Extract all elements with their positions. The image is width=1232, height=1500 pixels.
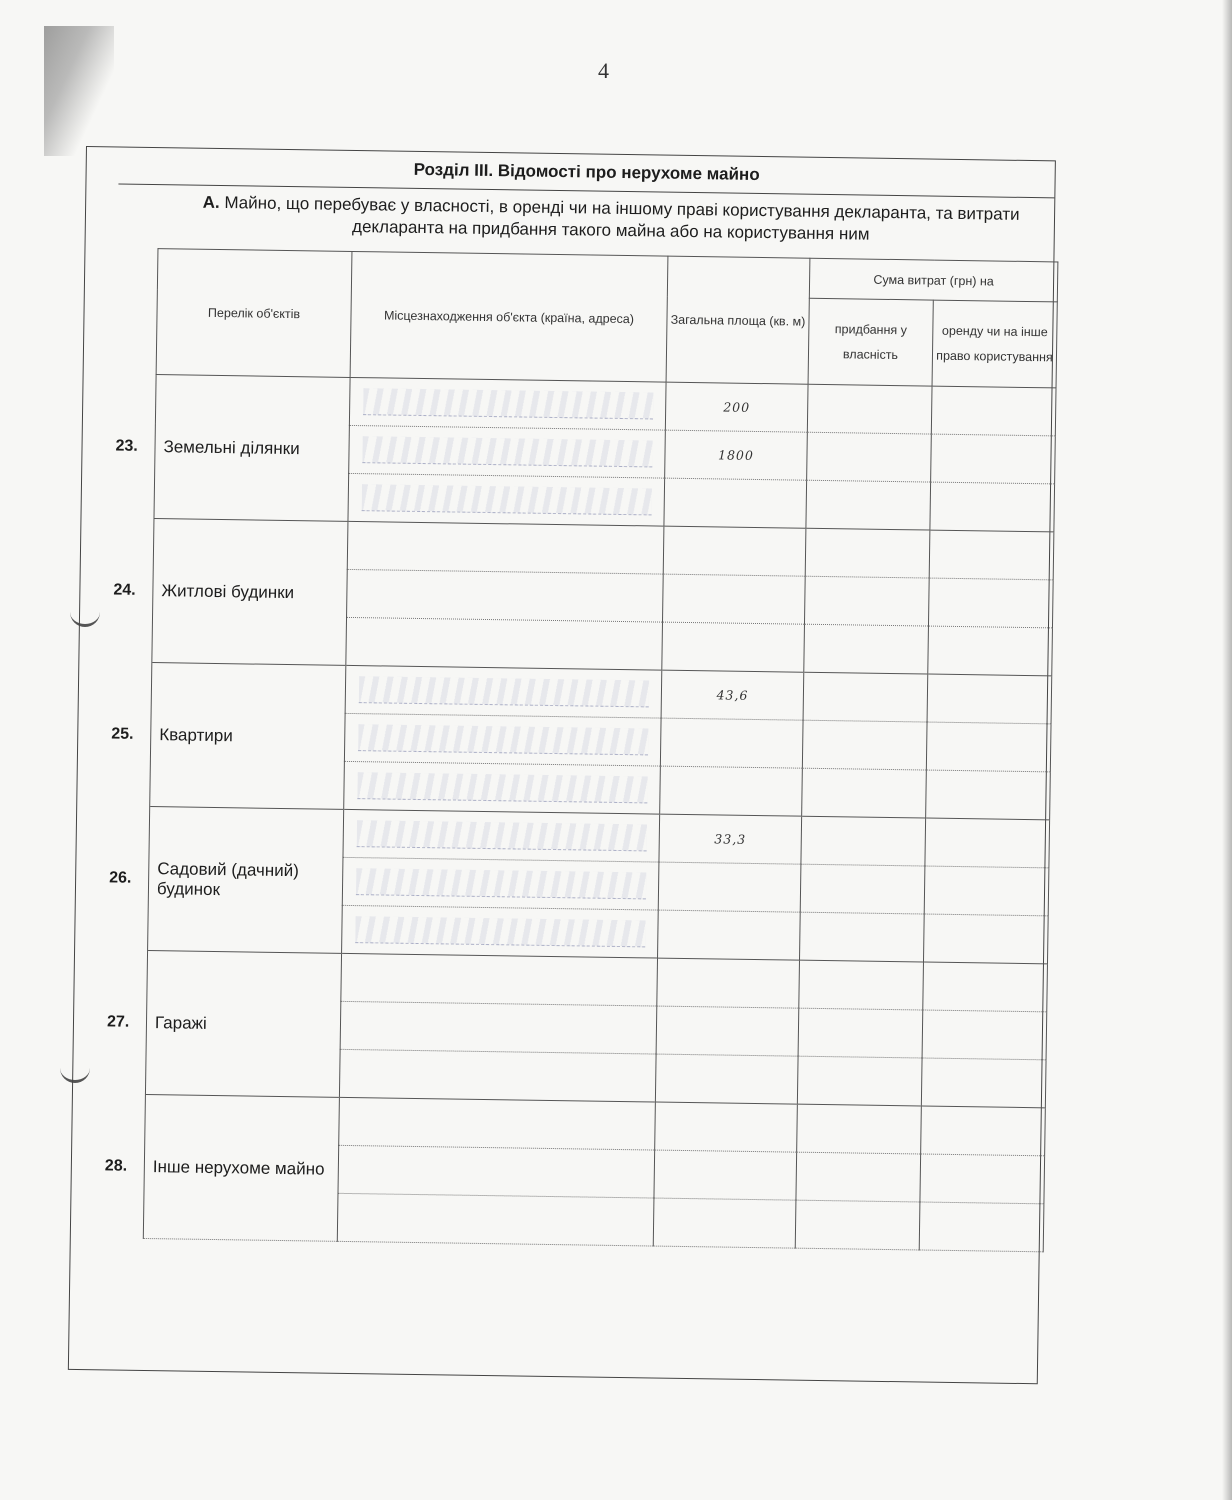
object-type-label: Житлові будинки: [161, 580, 295, 602]
area-cell: [663, 574, 806, 624]
subtitle-letter: А.: [202, 192, 220, 212]
area-cell: [656, 1006, 799, 1056]
redacted-handwriting: [355, 868, 645, 899]
location-cell: [340, 1001, 657, 1054]
header-purchase: придбання у власність: [808, 298, 933, 386]
purchase-cell: [807, 432, 932, 482]
location-cell: [337, 1193, 654, 1246]
area-cell: [655, 1054, 798, 1104]
object-type-cell: [104, 1094, 339, 1241]
area-cell: 200: [665, 382, 808, 432]
object-type-cell: [106, 951, 341, 1098]
row-number: 28.: [104, 1156, 128, 1175]
purchase-cell: [802, 720, 927, 770]
area-cell: [660, 718, 803, 768]
object-type-label: Гаражі: [154, 1012, 207, 1033]
section-subtitle: [178, 185, 1045, 254]
object-type-label: Земельні ділянки: [163, 436, 300, 458]
location-cell: [344, 761, 661, 814]
row-number: 26.: [109, 868, 132, 887]
location-cell: [338, 1145, 655, 1198]
purchase-cell: [797, 1056, 922, 1106]
rent-cell: [931, 386, 1056, 436]
purchase-cell: [802, 768, 927, 818]
rent-cell: [924, 866, 1049, 916]
purchase-cell: [801, 816, 926, 866]
area-cell: [658, 862, 801, 912]
purchase-cell: [803, 672, 928, 722]
property-table: [104, 248, 1059, 1252]
rent-cell: [926, 770, 1051, 820]
subtitle-text: Майно, що перебуває у власності, в оренді чи на іншому праві користування декларанта, та витрати декларанта на придбання такого майна або на користування ним: [224, 193, 1020, 244]
location-cell: [341, 953, 658, 1006]
rent-cell: [919, 1202, 1044, 1252]
rent-cell: [923, 914, 1048, 964]
area-cell: [658, 910, 801, 960]
header-expenses: Сума витрат (грн) на: [809, 258, 1058, 302]
area-cell: [653, 1198, 796, 1248]
area-cell: 1800: [665, 430, 808, 480]
redacted-handwriting: [358, 724, 648, 755]
purchase-cell: [797, 1104, 922, 1154]
location-cell: [346, 617, 663, 670]
rent-cell: [921, 1106, 1046, 1156]
location-cell: [343, 809, 660, 862]
rent-cell: [928, 626, 1053, 676]
row-number: 27.: [106, 1012, 130, 1031]
rent-cell: [921, 1058, 1046, 1108]
purchase-cell: [796, 1152, 921, 1202]
object-type-cell: [113, 519, 348, 666]
object-type-label: Інше нерухоме майно: [152, 1156, 325, 1179]
area-cell: [663, 526, 806, 576]
purchase-cell: [800, 912, 925, 962]
location-cell: [349, 377, 666, 430]
purchase-cell: [807, 384, 932, 434]
rent-cell: [923, 962, 1048, 1012]
purchase-cell: [806, 480, 931, 530]
area-cell: [654, 1150, 797, 1200]
scan-edge: [1222, 0, 1232, 1500]
area-cell: [662, 622, 805, 672]
rent-cell: [928, 578, 1053, 628]
area-cell: [657, 958, 800, 1008]
purchase-cell: [804, 624, 929, 674]
object-type-cell: [115, 375, 350, 522]
rent-cell: [922, 1010, 1047, 1060]
object-type-cell: [111, 663, 346, 810]
purchase-cell: [798, 1008, 923, 1058]
area-cell: 43,6: [661, 670, 804, 720]
location-cell: [348, 473, 665, 526]
rent-cell: [929, 530, 1054, 580]
page-number: 4: [598, 58, 609, 83]
location-cell: [349, 425, 666, 478]
purchase-cell: [799, 960, 924, 1010]
location-cell: [347, 569, 664, 622]
location-cell: [345, 665, 662, 718]
location-cell: [342, 857, 659, 910]
area-cell: [664, 478, 807, 528]
redacted-handwriting: [361, 484, 651, 515]
header-objects: Перелік об'єктів: [156, 249, 352, 378]
row-number: 25.: [111, 724, 134, 743]
location-cell: [347, 521, 664, 574]
purchase-cell: [804, 576, 929, 626]
rent-cell: [931, 434, 1056, 484]
section-title: Розділ III. Відомості про нерухоме майно: [118, 147, 1054, 198]
redacted-handwriting: [358, 676, 648, 707]
row-number: 23.: [115, 436, 138, 455]
rent-cell: [930, 482, 1055, 532]
real-estate-form: [68, 146, 1056, 1384]
row-number: 24.: [113, 580, 136, 599]
rent-cell: [927, 674, 1052, 724]
object-type-label: Садовий (дачний) будинок: [156, 858, 300, 899]
redacted-handwriting: [355, 916, 645, 947]
redacted-handwriting: [362, 436, 652, 467]
purchase-cell: [805, 528, 930, 578]
location-cell: [342, 905, 659, 958]
header-rent: оренду чи на інше право користування: [932, 300, 1057, 388]
redacted-handwriting: [357, 772, 647, 803]
rent-cell: [925, 818, 1050, 868]
purchase-cell: [795, 1200, 920, 1250]
table-body: [104, 375, 1056, 1252]
area-cell: 33,3: [659, 814, 802, 864]
object-type-cell: [109, 807, 344, 954]
purchase-cell: [800, 864, 925, 914]
header-area: Загальна площа (кв. м): [666, 256, 810, 384]
redacted-handwriting: [363, 388, 653, 419]
location-cell: [344, 713, 661, 766]
object-type-label: Квартири: [159, 724, 233, 745]
location-cell: [339, 1097, 656, 1150]
header-location: Місцезнаходження об'єкта (країна, адреса): [350, 251, 668, 382]
location-cell: [339, 1049, 656, 1102]
scan-shadow: [44, 26, 114, 156]
redacted-handwriting: [356, 820, 646, 851]
area-cell: [655, 1102, 798, 1152]
rent-cell: [920, 1154, 1045, 1204]
area-cell: [660, 766, 803, 816]
rent-cell: [926, 722, 1051, 772]
